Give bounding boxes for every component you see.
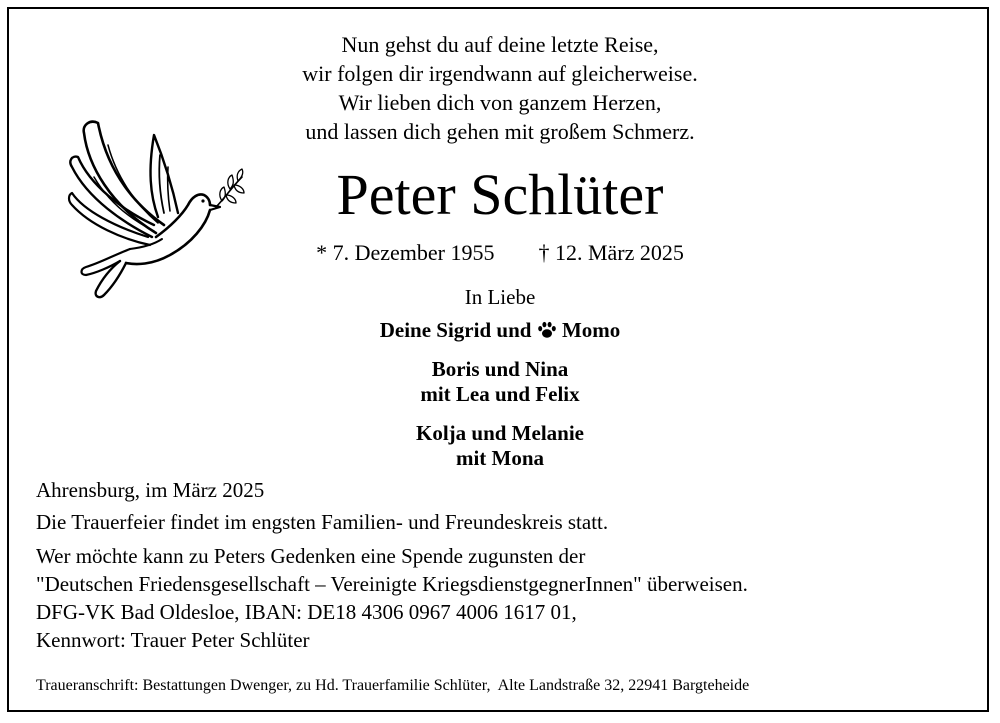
poem-line: und lassen dich gehen mit großem Schmerz. bbox=[305, 119, 695, 144]
life-dates bbox=[0, 239, 1000, 267]
donation-note bbox=[36, 542, 976, 654]
family-line bbox=[0, 318, 1000, 343]
family-name: Deine Sigrid und bbox=[379, 318, 532, 342]
poem-line: Nun gehst du auf deine letzte Reise, bbox=[341, 32, 659, 57]
family-name: mit Mona bbox=[455, 446, 545, 470]
mourning-address: Traueranschrift: Bestattungen Dwenger, zu Hd. Trauerfamilie Schlüter, Alte Landstraße 32, 22941 Bargteheide bbox=[36, 677, 750, 694]
birth-date: * 7. Dezember 1955 bbox=[316, 240, 495, 265]
donation-line: Kennwort: Trauer Peter Schlüter bbox=[36, 628, 310, 652]
paw-icon bbox=[537, 321, 557, 339]
deceased-name: Peter Schlüter bbox=[336, 162, 664, 227]
family-name: mit Lea und Felix bbox=[420, 382, 580, 406]
death-date: † 12. März 2025 bbox=[538, 240, 684, 265]
donation-line: Wer möchte kann zu Peters Gedenken eine Spende zugunsten der bbox=[36, 544, 586, 568]
in-love-heading: In Liebe bbox=[464, 285, 536, 309]
ceremony-note: Die Trauerfeier findet im engsten Familien- und Freundeskreis statt. bbox=[36, 510, 609, 534]
poem-line: Wir lieben dich von ganzem Herzen, bbox=[338, 90, 662, 115]
donation-line: DFG-VK Bad Oldesloe, IBAN: DE18 4306 0967 4006 1617 01, bbox=[36, 600, 577, 624]
family-name: Kolja und Melanie bbox=[415, 421, 584, 445]
family-name: Momo bbox=[561, 318, 621, 342]
donation-line: "Deutschen Friedensgesellschaft – Vereinigte KriegsdienstgegnerInnen" überweisen. bbox=[36, 572, 748, 596]
poem-line: wir folgen dir irgendwann auf gleicherweise. bbox=[302, 61, 698, 86]
place-date: Ahrensburg, im März 2025 bbox=[36, 478, 265, 502]
family-name: Boris und Nina bbox=[431, 357, 569, 381]
family-group bbox=[0, 357, 1000, 407]
family-group bbox=[0, 421, 1000, 471]
